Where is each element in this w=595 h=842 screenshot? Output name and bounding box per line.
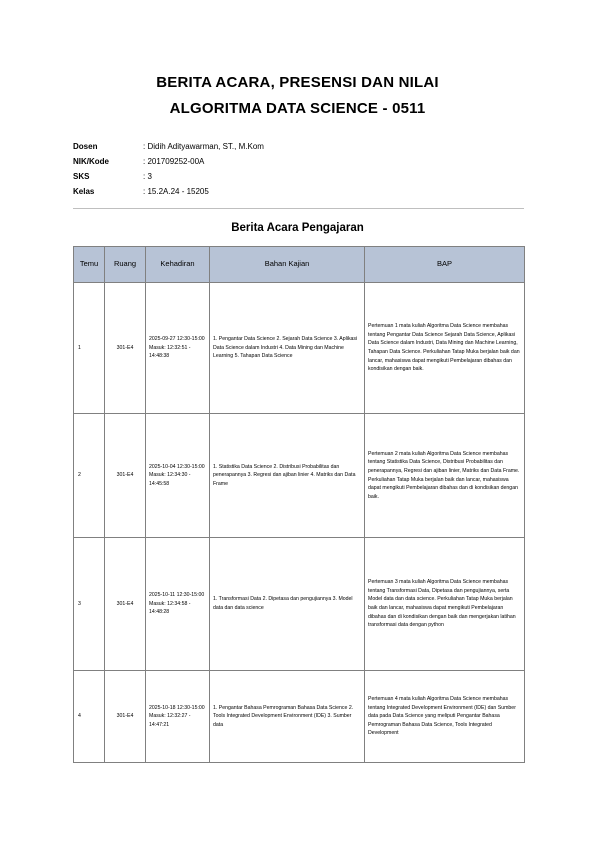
info-row-sks (73, 169, 264, 184)
column-header-bap: BAP (365, 247, 525, 283)
section-title: Berita Acara Pengajaran (231, 222, 364, 234)
bap-cell: Pertemuan 1 mata kuliah Algoritma Data Science membahas tentang Pengantar Data Science Sejarah Data Science, Aplikasi Data Science dalam Industri, Data Mining dan Machine Learning, Tahapan Data Science. Perkuliahan Tatap Muka berjalan baik dan lancar, mahasiswa dapat mengikuti Pembelajaran dibahas dan kondisikan dengan baik. (365, 283, 525, 414)
bahan-kajian-cell: 1. Pengantar Data Science 2. Sejarah Data Science 3. Aplikasi Data Science dalam Industri 4. Data Mining dan Machine Learning 5. Tahapan Data Science (210, 283, 365, 414)
info-value: : Didih Adityawarman, ST., M.Kom (143, 142, 264, 151)
info-value: : 3 (143, 172, 152, 181)
temu-cell: 2 (74, 414, 105, 538)
teaching-record-table (73, 246, 525, 763)
kehadiran-cell: 2025-10-04 12:30-15:00 Masuk: 12:34:30 - 14:45:58 (146, 414, 210, 538)
ruang-cell: 301-E4 (105, 671, 146, 763)
table-row (74, 671, 525, 763)
temu-cell: 4 (74, 671, 105, 763)
info-label: NIK/Kode (73, 157, 109, 166)
info-value: : 15.2A.24 - 15205 (143, 187, 209, 196)
table-row (74, 538, 525, 671)
column-header-temu: Temu (74, 247, 105, 283)
divider (73, 208, 524, 209)
info-row-kelas (73, 184, 264, 199)
info-row-nik (73, 154, 264, 169)
info-label: Dosen (73, 142, 98, 151)
table-row (74, 283, 525, 414)
kehadiran-cell: 2025-09-27 12:30-15:00 Masuk: 12:32:51 - 14:48:38 (146, 283, 210, 414)
temu-cell: 3 (74, 538, 105, 671)
table-header-row (74, 247, 525, 283)
column-header-kehadiran: Kehadiran (146, 247, 210, 283)
course-title: ALGORITMA DATA SCIENCE - 0511 (169, 100, 426, 117)
ruang-cell: 301-E4 (105, 414, 146, 538)
kehadiran-cell: 2025-10-18 12:30-15:00 Masuk: 12:32:27 - 14:47:21 (146, 671, 210, 763)
info-label: SKS (73, 172, 90, 181)
info-row-dosen (73, 139, 264, 154)
info-label: Kelas (73, 187, 95, 196)
table-row (74, 414, 525, 538)
bahan-kajian-cell: 1. Transformasi Data 2. Dipetasa dan pengujiannya 3. Model data dan data science (210, 538, 365, 671)
bahan-kajian-cell: 1. Pengantar Bahasa Pemrograman Bahasa Data Science 2. Tools Integrated Development Environment (IDE) 3. Sumber data (210, 671, 365, 763)
bap-cell: Pertemuan 4 mata kuliah Algoritma Data Science membahas tentang Integrated Development Environment (IDE) dan Sumber data pada Data Science yang meliputi Pengantar Bahasa Pemrograman Bahasa Data Science, Tools Integrated Development (365, 671, 525, 763)
temu-cell: 1 (74, 283, 105, 414)
course-info (73, 139, 264, 199)
ruang-cell: 301-E4 (105, 283, 146, 414)
bap-cell: Pertemuan 2 mata kuliah Algoritma Data Science membahas tentang Statistika Data Science, Distribusi Probabilitas dan penerapannya, Regresi dan ajiban linier, Matriks dan Data Frame. Perkuliahan Tatap Muka berjalan baik dan lancar, mahasiswa dapat mengikuti Pembelajaran dibahas dan di kondisikan dengan baik. (365, 414, 525, 538)
bap-cell: Pertemuan 3 mata kuliah Algoritma Data Science membahas tentang Transformasi Data, Dipetasa dan pengujiannya, serta Model data dan data science. Perkuliahan Tatap Muka berjalan baik dan lancar, mahasiswa dapat mengikuti Pembelajaran dibahas dan di kondisikan dengan baik dan mengerjakan latihan transformasi data dengan python (365, 538, 525, 671)
column-header-ruang: Ruang (105, 247, 146, 283)
info-value: : 201709252-00A (143, 157, 205, 166)
bahan-kajian-cell: 1. Statistika Data Science 2. Distribusi Probabilitas dan penerapannya 3. Regresi dan ajiban linier 4. Matriks dan Data Frame (210, 414, 365, 538)
kehadiran-cell: 2025-10-11 12:30-15:00 Masuk: 12:34:58 - 14:48:28 (146, 538, 210, 671)
ruang-cell: 301-E4 (105, 538, 146, 671)
column-header-bahan-kajian: Bahan Kajian (210, 247, 365, 283)
document-title: BERITA ACARA, PRESENSI DAN NILAI (156, 74, 439, 91)
